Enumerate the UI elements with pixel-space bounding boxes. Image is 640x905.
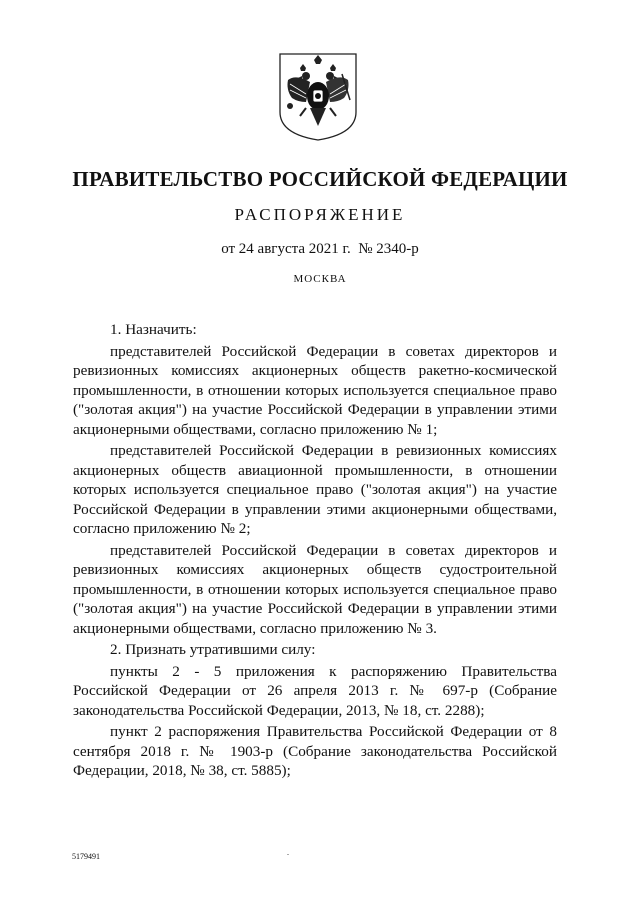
city-name: МОСКВА	[293, 273, 347, 285]
government-title: ПРАВИТЕЛЬСТВО РОССИЙСКОЙ ФЕДЕРАЦИИ	[72, 167, 568, 191]
paragraph-1: 1. Назначить:	[110, 321, 197, 338]
page-mark	[287, 854, 289, 855]
paragraph-7: пункт 2 распоряжения Правительства Российской Федерации от 8 сентября 2018 г. № 1903-р (Собрание законодательства Российской Федерации, 2018, № 38, ст. 5885);	[73, 723, 557, 779]
paragraph-3: представителей Российской Федерации в ревизионных комиссиях акционерных обществ авиационной промышленности, в отношении которых используется специальное право ("золотая акция") на участие Российской Федерации в управлении этими акционерными обществами, согласно приложению № 2;	[73, 442, 557, 537]
footer-document-number: 5179491	[72, 852, 100, 861]
document-date-number: от 24 августа 2021 г. № 2340-р	[221, 241, 419, 257]
paragraph-5: 2. Признать утратившими силу:	[110, 641, 316, 658]
paragraph-4: представителей Российской Федерации в советах директоров и ревизионных комиссиях акционерных обществ судостроительной промышленности, в отношении которых используется специальное право ("золотая акция") на участие Российской Федерации в управлении этими акционерными обществами, согласно приложению № 3.	[73, 541, 557, 637]
paragraph-2: представителей Российской Федерации в советах директоров и ревизионных комиссиях акционерных обществ ракетно-космической промышленности, в отношении которых используется специальное право ("золотая акция") на участие Российской Федерации в управлении этими акционерными обществами, согласно приложению № 1;	[73, 342, 557, 438]
document-body	[73, 320, 557, 781]
document-type: РАСПОРЯЖЕНИЕ	[234, 205, 406, 224]
coat-of-arms-emblem-icon	[276, 50, 360, 142]
paragraph-6: пункты 2 - 5 приложения к распоряжению Правительства Российской Федерации от 26 апреля 2013 г. № 697-р (Собрание законодательства Российской Федерации, 2013, № 18, ст. 2288);	[73, 662, 557, 719]
